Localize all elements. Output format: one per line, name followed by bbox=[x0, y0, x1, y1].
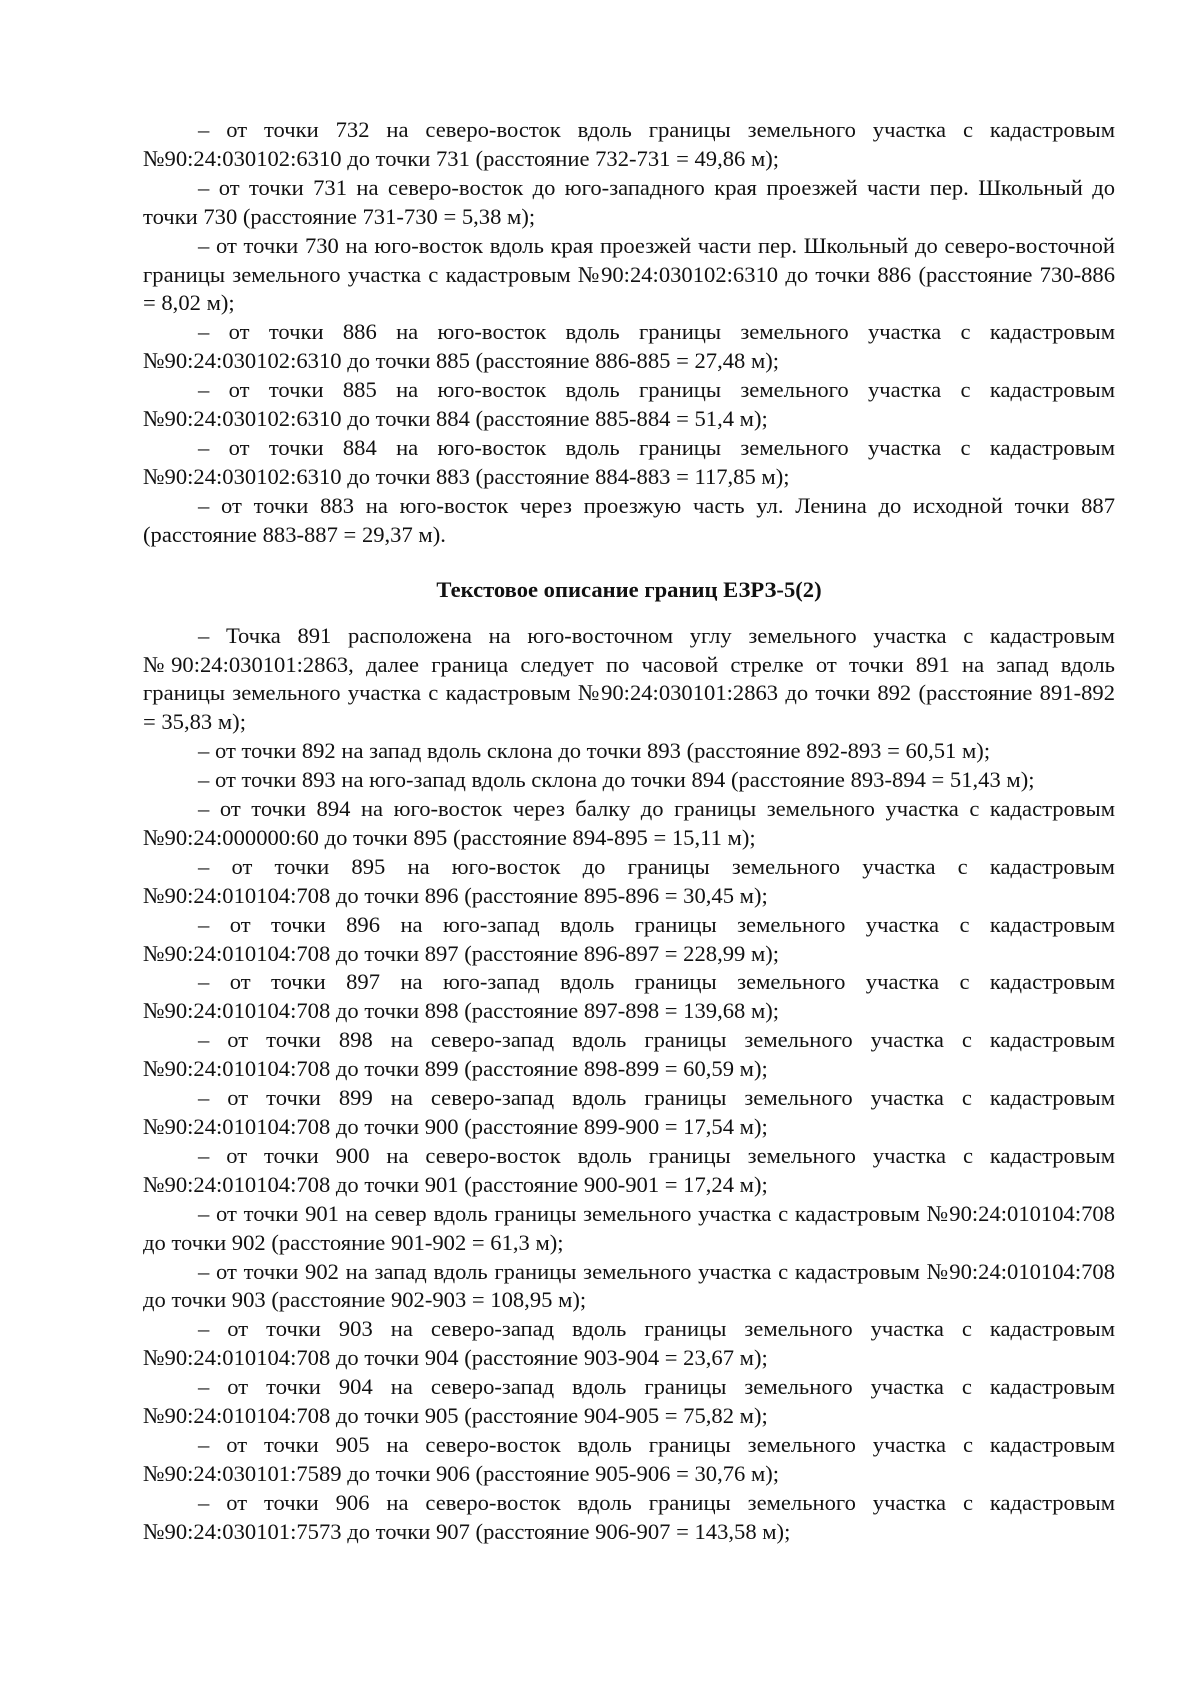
boundary-paragraph: – от точки 885 на юго-восток вдоль границы земельного участка с кадастровым №90:24:030102:6310 до точки 884 (расстояние 885-884 = 51,4 м); bbox=[143, 377, 1115, 432]
boundary-paragraph: – от точки 895 на юго-восток до границы земельного участка с кадастровым №90:24:010104:708 до точки 896 (расстояние 895-896 = 30,45 м); bbox=[143, 853, 1115, 908]
boundary-paragraph: – от точки 897 на юго-запад вдоль границы земельного участка с кадастровым №90:24:010104:708 до точки 898 (расстояние 897-898 = 139,68 м); bbox=[143, 969, 1115, 1024]
boundary-paragraph: – от точки 896 на юго-запад вдоль границы земельного участка с кадастровым №90:24:010104:708 до точки 897 (расстояние 896-897 = 228,99 м); bbox=[143, 911, 1115, 966]
section-continued-description bbox=[143, 116, 1115, 550]
boundary-paragraph: – от точки 731 на северо-восток до юго-западного края проезжей части пер. Школьный до точки 730 (расстояние 731-730 = 5,38 м); bbox=[143, 174, 1115, 229]
boundary-paragraph: – от точки 898 на северо-запад вдоль границы земельного участка с кадастровым №90:24:010104:708 до точки 899 (расстояние 898-899 = 60,59 м); bbox=[143, 1027, 1115, 1082]
section-ezrz-5-2-description bbox=[143, 622, 1115, 1547]
boundary-paragraph: – от точки 893 на юго-запад вдоль склона до точки 894 (расстояние 893-894 = 51,43 м); bbox=[198, 767, 1035, 793]
boundary-paragraph: – от точки 903 на северо-запад вдоль границы земельного участка с кадастровым №90:24:010104:708 до точки 904 (расстояние 903-904 = 23,67 м); bbox=[143, 1316, 1115, 1371]
boundary-paragraph: – от точки 894 на юго-восток через балку до границы земельного участка с кадастровым №90:24:000000:60 до точки 895 (расстояние 894-895 = 15,11 м); bbox=[143, 796, 1115, 850]
boundary-paragraph: – от точки 892 на запад вдоль склона до точки 893 (расстояние 892-893 = 60,51 м); bbox=[198, 738, 991, 764]
boundary-paragraph: – от точки 732 на северо-восток вдоль границы земельного участка с кадастровым №90:24:030102:6310 до точки 731 (расстояние 732-731 = 49,86 м); bbox=[143, 117, 1115, 171]
boundary-paragraph: – от точки 901 на север вдоль границы земельного участка с кадастровым №90:24:010104:708 до точки 902 (расстояние 901-902 = 61,3 м); bbox=[143, 1200, 1115, 1255]
section-heading: Текстовое описание границ ЕЗРЗ-5(2) bbox=[436, 576, 822, 602]
boundary-paragraph: – от точки 905 на северо-восток вдоль границы земельного участка с кадастровым №90:24:030101:7589 до точки 906 (расстояние 905-906 = 30,76 м); bbox=[143, 1431, 1115, 1486]
boundary-paragraph: – от точки 904 на северо-запад вдоль границы земельного участка с кадастровым №90:24:010104:708 до точки 905 (расстояние 904-905 = 75,82 м); bbox=[143, 1374, 1115, 1429]
boundary-paragraph: – от точки 886 на юго-восток вдоль границы земельного участка с кадастровым №90:24:030102:6310 до точки 885 (расстояние 886-885 = 27,48 м); bbox=[143, 319, 1115, 374]
boundary-paragraph: – от точки 900 на северо-восток вдоль границы земельного участка с кадастровым №90:24:010104:708 до точки 901 (расстояние 900-901 = 17,24 м); bbox=[143, 1142, 1115, 1197]
document-page bbox=[143, 116, 1115, 1547]
boundary-paragraph: – от точки 906 на северо-восток вдоль границы земельного участка с кадастровым №90:24:030101:7573 до точки 907 (расстояние 906-907 = 143,58 м); bbox=[143, 1489, 1115, 1544]
boundary-paragraph: – от точки 730 на юго-восток вдоль края проезжей части пер. Школьный до северо-восточной границы земельного участка с кадастровым №90:24:030102:6310 до точки 886 (расстояние 730-886 = 8,02 м); bbox=[143, 232, 1115, 316]
boundary-paragraph: – от точки 884 на юго-восток вдоль границы земельного участка с кадастровым №90:24:030102:6310 до точки 883 (расстояние 884-883 = 117,85 м); bbox=[143, 434, 1115, 489]
boundary-paragraph: – от точки 883 на юго-восток через проезжую часть ул. Ленина до исходной точки 887 (расстояние 883-887 = 29,37 м). bbox=[143, 492, 1115, 547]
boundary-paragraph: – от точки 902 на запад вдоль границы земельного участка с кадастровым №90:24:010104:708 до точки 903 (расстояние 902-903 = 108,95 м); bbox=[143, 1258, 1115, 1313]
boundary-paragraph: – от точки 899 на северо-запад вдоль границы земельного участка с кадастровым №90:24:010104:708 до точки 900 (расстояние 899-900 = 17,54 м); bbox=[143, 1085, 1115, 1139]
boundary-paragraph: – Точка 891 расположена на юго-восточном углу земельного участка с кадастровым №90:24:030101:2863, далее граница следует по часовой стрелке от точки 891 на запад вдоль границы земельного участка с кадастровым №90:24:030101:2863 до точки 892 (расстояние 891-892 = 35,83 м); bbox=[143, 622, 1115, 735]
